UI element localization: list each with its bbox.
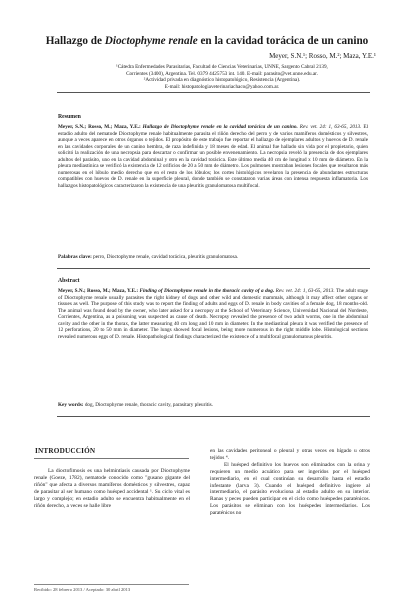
paper-title bbox=[34, 35, 380, 48]
title-species: Dioctophyme renale bbox=[104, 35, 198, 47]
intro-left-column bbox=[34, 468, 190, 509]
intro-paragraph: La dioctofimosis es una helmintiasis causada por Dioctophyme renale (Goeze, 1782), nematode conocido como "gusano gigante del riñón" que afecta a diversos mamíferos domésticos y silvestres, capaz de parasitar al ser humano como huésped accidental ¹. Su ciclo vital es largo y complejo; en estadio adulto se encuentra habitualmente en el riñón derecho, a veces se halle libre bbox=[34, 468, 190, 509]
palabras-text: perro, Dioctophyme renale, cavidad torácica, pleuritis granulomatosa. bbox=[91, 254, 239, 260]
abstract-citation-authors: Meyer, S.N.; Rosso, M.; Maza, Y.E.: bbox=[58, 288, 140, 294]
received-dates: Recibido: 28 febrero 2013 / Aceptado: 30 abril 2013 bbox=[34, 587, 131, 592]
affiliation-line: Corrientes (3400), Argentina. Tel. 0379 4425753 int. 140. E-mail: parasito@vet.unne.edu.ar. bbox=[126, 70, 318, 77]
affiliation-line: ¹Cátedra Enfermedades Parasitarias, Facultad de Ciencias Veterinarias, UNNE, Sargento Cabral 2139, bbox=[116, 64, 328, 70]
keywords-label: Key words: bbox=[58, 402, 84, 408]
intro-right-column bbox=[210, 448, 370, 517]
keywords-text: dog, Dioctophyme renale, thoracic cavity, parasitary pleuritis. bbox=[83, 402, 213, 408]
intro-rule bbox=[34, 458, 189, 459]
author-list: Meyer, S.N.¹; Rosso, M.²; Maza, Y.E.¹ bbox=[269, 52, 376, 60]
key-words bbox=[58, 402, 368, 408]
resumen-heading: Resumen bbox=[58, 114, 81, 120]
abstract-bottom-rule bbox=[57, 416, 370, 417]
intro-heading: INTRODUCCIÓN bbox=[35, 447, 96, 455]
title-suffix: en la cavidad torácica de un canino bbox=[197, 35, 369, 47]
affiliations bbox=[72, 64, 372, 90]
resumen-top-rule bbox=[57, 92, 370, 93]
abstract-heading: Abstract bbox=[58, 278, 80, 284]
intro-paragraph: El huésped definitivo los huevos son eliminados con la orina y requieren un medio acuático para ser ingeridos por el huésped intermediario, en el cual continúan su desarrollo hasta el estadio infestante (larva 3). Cuando el huésped definitivo ingiere al intermediario, el parásito evoluciona al estadio adulto en su interior. Ranas y peces pueden participar en el ciclo como huéspedes paraténicos. Los parásitos se eliminan con los huéspedes intermediarios. Los paraténicos no bbox=[210, 461, 370, 517]
intro-paragraph: en las cavidades peritoneal o pleural y otras veces en hígado u otros tejidos ⁴. bbox=[210, 448, 370, 461]
footer-rule bbox=[34, 584, 189, 585]
palabras-clave bbox=[58, 254, 368, 260]
resumen-citation-authors: Meyer, S.N.; Rosso, M.; Maza, Y.E.: bbox=[58, 124, 143, 130]
affiliation-line: ²Actividad privada en diagnóstico histopatológico, Resistencia (Argentina). bbox=[143, 77, 301, 84]
abstract-body bbox=[58, 288, 368, 340]
resumen-bottom-rule bbox=[57, 268, 370, 269]
abstract-citation-ref: Rev. vet. 24: 1, 63-65, 2013. bbox=[274, 288, 335, 294]
palabras-label: Palabras clave: bbox=[58, 254, 92, 260]
affiliation-line: E-mail: histopatologiaveterinariachaco@yahoo.com.ar. bbox=[164, 83, 280, 90]
resumen-text: El estadio adulto del nematode Dioctophyme renale habitualmente parasita el riñón derecho del perro y de varios mamíferos domésticos y silvestres, aunque a veces aparece en otros órganos o tejidos. El propósito de este trabajo fue reportar el hallazgo de ejemplares adultos y huevos de D. renale en las cavidades corporales de un canino hembra, de raza indefinida y 18 meses de edad. El animal fue hallado sin vida por el propietario, quien solicitó la realización de una necropsia para descartar o confirmar un posible envenenamiento. La necropsia reveló la presencia de dos ejemplares adultos del parásito, uno en la cavidad abdominal y otro en la cavidad torácica. Este último medía 40 cm de longitud x 10 mm de diámetro. En la pleura mediastínica se verificó la existencia de 12 orificios de 20 a 50 mm de diámetro. Los pulmones mostraban lesiones focales que resultaron más numerosas en el lóbulo medio derecho que en el resto de los lóbulos; los cortes histológicos revelaron la presencia de abundantes estructuras compatibles con huevos de D. renale en la superficie pleural, donde también se constataron varias áreas con intensa respuesta inflamatoria. Los hallazgos histopatológicos caracterizaron la existencia de una pleuritis granulomatosa multifocal. bbox=[58, 124, 368, 189]
abstract-text: The adult stage of Dioctophyme renale usually parasites the right kidney of dogs and other wild and domestic mammals, although it may affect other organs or tissues as well. The purpose of this study was to report the finding of adults and eggs of D. renale in body cavities of a female dog, 18 months-old. The animal was found dead by the owner, who later asked for a necropsy at the School of Veterinary Science, Universidad Nacional del Nordeste, Corrientes, Argentina, as a poisoning was suspected as cause of death. Necropsy revealed the presence of two adult worms, one in the abdominal cavity and the other in the thorax, the latter measuring 40 cm long and 10 mm in diameter. In the mediastinal pleura it was verified the presence of 12 perforations, 20 to 50 mm in diameter. The lungs showed focal lesions, being more numerous in the right middle lobe. Histological sections revealed numerous eggs of D. renale. Histopathological findings characterized the existence of a multifocal granulomatous pleuritis. bbox=[58, 288, 368, 340]
abstract-citation-title: Finding of Dioctophyme renale in the thoracic cavity of a dog. bbox=[139, 288, 275, 294]
title-prefix: Hallazgo de bbox=[45, 35, 105, 47]
resumen-citation-title: Hallazgo de Dioctophyme renale en la cavidad torácica de un canino. bbox=[142, 124, 298, 130]
resumen-citation-ref: Rev. vet. 24: 1, 63-65, 2013. bbox=[297, 124, 362, 130]
resumen-body bbox=[58, 124, 368, 189]
